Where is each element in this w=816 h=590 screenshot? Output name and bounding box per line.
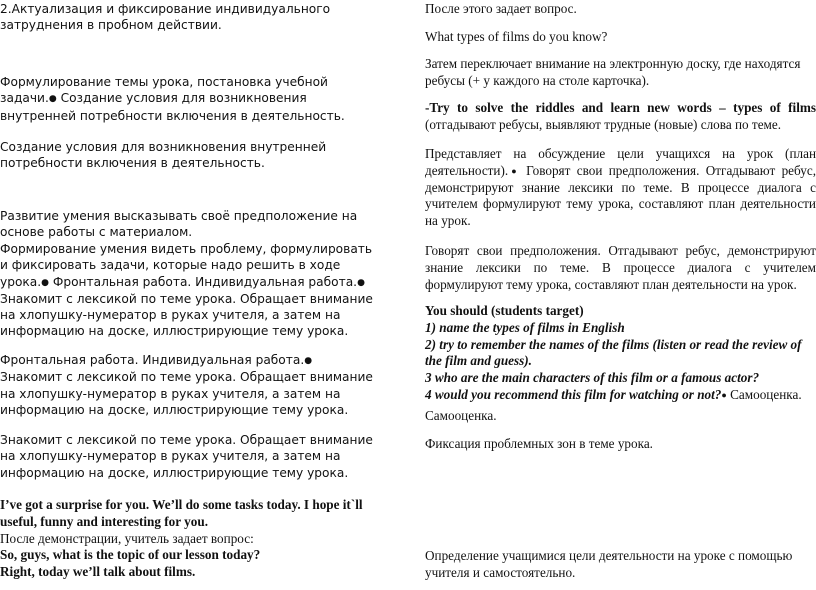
goals-text: Представляет на обсуждение цели учащихся на урок (план деятельности). xyxy=(425,146,816,178)
problem-zones: Фиксация проблемных зон в теме урока. xyxy=(425,436,653,451)
board-paragraph: Затем переключает внимание на электронную доску, где находятся ребусы (+ у каждого на столе карточка). xyxy=(425,56,801,88)
target-item-3: 3 who are the main characters of this film or a famous actor? xyxy=(425,370,760,386)
topic-question: So, guys, what is the topic of our lesson today? xyxy=(0,547,261,563)
goal-definition: Определение учащимися цели деятельности на уроке с помощью учителя и самостоятельно. xyxy=(425,548,793,580)
self-assessment-inline: Самооценка. xyxy=(726,386,802,402)
work-forms-text: Фронтальная работа. Индивидуальная работа. xyxy=(48,274,358,289)
students-target xyxy=(425,303,816,404)
riddles-note: (отгадывают ребусы, выявляют трудные (новые) слова по теме. xyxy=(425,116,782,132)
bullet-icon: ● xyxy=(721,389,727,400)
demo-line: После демонстрации, учитель задает вопрос: xyxy=(0,530,254,546)
vocabulary-intro-text: Знакомит с лексикой по теме урока. Обращает внимание на хлопушку-нумератор в руках учителя, а затем на информацию на доске, иллюстрирующие тему урока. xyxy=(0,370,373,417)
bullet-icon: ● xyxy=(41,277,49,288)
bullet-icon: ● xyxy=(304,356,313,366)
target-item-1: 1) name the types of films in English xyxy=(425,319,625,335)
target-heading: You should (students target) xyxy=(425,303,584,318)
question-intro: После этого задает вопрос. xyxy=(425,1,577,16)
problem-text: Формирование умения видеть проблему, формулировать и фиксировать задачи, которые надо решить в ходе урока. xyxy=(0,242,373,289)
motivation-text: Создание условия для возникновения внутренней потребности включения в деятельность. xyxy=(0,91,345,123)
hypothesis-paragraph: Развитие умения высказывать своё предположение на основе работы с материалом. xyxy=(0,209,358,240)
frontal-work-text: Фронтальная работа. Индивидуальная работа. xyxy=(0,353,305,367)
self-assessment: Самооценка. xyxy=(425,408,497,423)
vocabulary-intro-text: Знакомит с лексикой по теме урока. Обращает внимание на хлопушку-нумератор в руках учителя, а затем на информацию на доске, иллюстрирующие тему урока. xyxy=(0,291,373,339)
target-item-4-text: 4 would you recommend this film for watching or not? xyxy=(425,386,722,402)
bullet-icon: ● xyxy=(508,165,520,176)
topic-formulation-paragraph xyxy=(0,74,378,124)
topic-formulation-text: Формулирование темы урока, постановка учебной задачи. xyxy=(0,75,328,106)
hypothesis-text: Говорят свои предположения. Отгадывают ребус, демонстрируют знание лексики по теме. В процессе диалога с учителем формулируют тему урока, составляют план деятельности на урок. xyxy=(425,162,816,229)
riddles-paragraph xyxy=(425,100,816,134)
bullet-icon: ● xyxy=(357,277,365,288)
motivation-paragraph: Создание условия для возникновения внутренней потребности включения в деятельность. xyxy=(0,140,327,171)
step-title: 2.Актуализация и фиксирование индивидуального затруднения в пробном действии. xyxy=(0,2,331,33)
riddles-task: -Try to solve the riddles and learn new words – types of films xyxy=(425,100,816,115)
teacher-script xyxy=(0,497,378,581)
goals-paragraph xyxy=(425,146,816,230)
vocabulary-paragraph: Знакомит с лексикой по теме урока. Обращает внимание на хлопушку-нумератор в руках учителя, а затем на информацию на доске, иллюстрирующие тему урока. xyxy=(0,433,373,480)
hypothesis-paragraph-right: Говорят свои предположения. Отгадывают ребус, демонстрируют знание лексики по теме. В процессе диалога с учителем формулируют тему урока, составляют план деятельности на урок. xyxy=(425,243,816,292)
problem-paragraph xyxy=(0,241,378,340)
surprise-line: I’ve got a surprise for you. We’ll do some tasks today. I hope it`ll useful, funny and interesting for you. xyxy=(0,497,363,529)
bullet-icon: ● xyxy=(48,94,57,105)
topic-answer: Right, today we’ll talk about films. xyxy=(0,564,196,580)
target-item-2: 2) try to remember the names of the films (listen or read the review of the film and guess). xyxy=(425,336,802,369)
target-item-4 xyxy=(425,387,816,404)
frontal-work-paragraph xyxy=(0,352,378,418)
films-question: What types of films do you know? xyxy=(425,29,608,44)
